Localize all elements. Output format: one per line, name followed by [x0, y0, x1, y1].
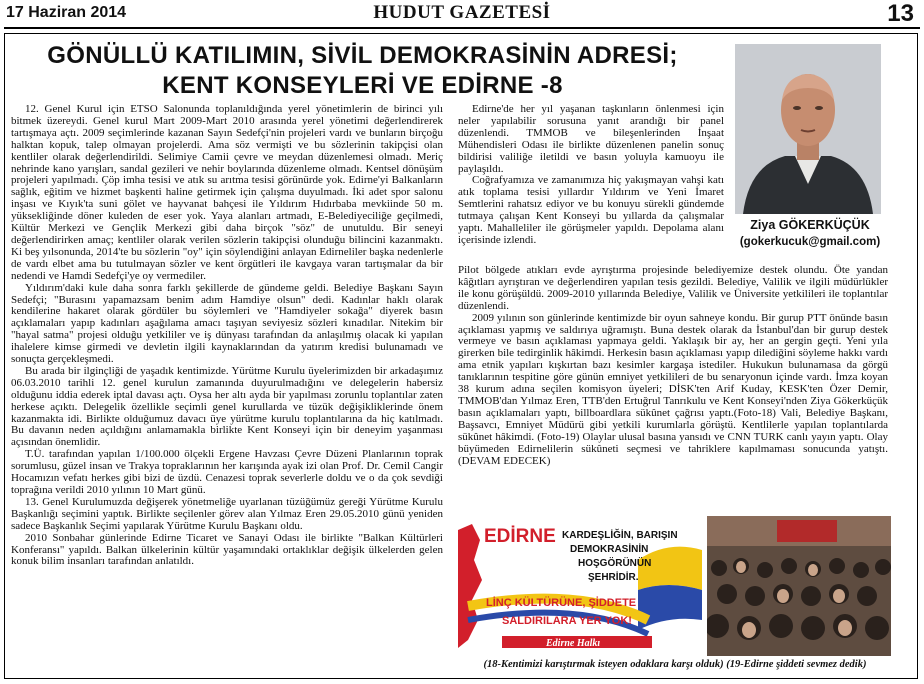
banner-line6: SALDIRILARA YER YOK! [502, 615, 632, 627]
author-email: (gokerkucuk@gmail.com) [739, 236, 881, 248]
issue-date: 17 Haziran 2014 [6, 4, 127, 21]
crowd-photo-graphic [707, 516, 891, 656]
page-number: 13 [887, 0, 914, 27]
article-column-left [11, 104, 443, 568]
paragraph: Edirne'de her yıl yaşanan taşkınların önlenmesi için neler yapılabilir sorusuna yanıt arandığı bir panel düzenlendi. TMMOB ve bileşenlerinden İnşaat Mühendisleri Odası ile birlikte düzenlenen panelin sonuç bildirisi valiliğe iletildi ve basın yoluyla kamuoyu ile paylaşıldı. [458, 103, 724, 175]
banner-edirne: EDİRNE [484, 526, 556, 547]
author-portrait-image [735, 44, 881, 214]
paragraph: 2010 Sonbahar günlerinde Edirne Ticaret ve Sanayi Odası ile birlikte "Balkan Kültürleri Konferansı" yapıldı. Balkan ülkelerinin kültür yaşamındaki ortaklıklar değişik ülkelerden gelen konuk bilim insanları tarafından anlatıldı. [11, 531, 443, 568]
header-divider [4, 27, 920, 29]
article-title-line2: KENT KONSEYLERİ VE EDİRNE -8 [162, 72, 563, 99]
paragraph: T.Ü. tarafından yapılan 1/100.000 ölçekli Ergene Havzası Çevre Düzeni Planlarının toprak sorumlusu, güzel insan ve Trakya topraklarının her karışında ayak izi olan Prof. Dr. Cemil Cangir Hocamızın vefatı herkes gibi bizi de üzdü. Cenazesi toprak severlerle doldu ve o da çok sevdiği toprağına verildi 2010 yılının 10 Mart günü. [11, 448, 443, 496]
paragraph: 12. Genel Kurul için ETSO Salonunda toplanıldığında yerel yönetimlerin de birinci yılı bitmek üzereydi. Genel kurul Mart 2009-Mart 2010 arasında yerel yönetimi değerlendirerek tartışmaya açtı. 2009 seçimlerinde kazanan Sayın Sedefçi'nin projeleri vardı ve bunların birçoğu halktan kopuk, talep olmayan projelerdi. Ama söz vermişti ve bu sözlerinin takipçisi olan kentliler olarak değerlendirildi. Selimiye Camii çevre ve meydan düzenlemesi olmadı. Meriç nehrinde kano yarışları, sandal gezileri ve nehir boylarında düzenleme olmadı. Kentsel dönüşüm projeleri yapılmadı. Çöp imha tesisi ve atık su arıtma tesisi görünürde yok. Edirne'yi Balkanların sağlık, eğitim ve hizmet başkenti haline getirmek için çalışma duyulmadı. İki adet spor salonu inşası ve Kıyık'ta suni gölet ve hayvanat bahçesi ile Yıldırım Hıdırbaba mevkiinde 50 m. yüksekliğinde döner kuleden de eser yok. Yaya alanları artmadı, E-Belediyeciliğe geçilmedi, Kültür Merkezi ve Gençlik Merkezi gibi daha birçok "söz" de unutuldu. Bir seneyi değerlendirirken amaç; kentliler olarak verilen sözlerin takipçisi olunduğu bilincini kazanmaktı. Ki beş yılsonunda, 2014'te bu sözlerin "oy" için söylendiğini anlayan Edirneliler başka nedenlerle de vardı elbet ama bu tutulmayan sözler ve kent örgütleri ile kavgaya varan tartışmalar da bir nedendi ve Hamdi Sedefçi'ye oy vermediler. [11, 103, 443, 282]
paragraph: Pilot bölgede atıkları evde ayrıştırma projesinde belediyemize destek olundu. Öte yandan kâğıtları ayrıştıran ve değerlendiren yapılan tesis gezildi. Belediye, Valilik ve ilgili müdürlükler ile konu görüşüldü. 2009-2010 yıllarında Belediye, Valilik ve Üniversite yetkilileri ile toplantılar düzenlendi. [458, 264, 888, 312]
banner-signature: Edirne Halkı [546, 638, 601, 649]
photo-caption: (18-Kentimizi karıştırmak isteyen odaklara karşı olduk) (19-Edirne şiddeti sevmez dedik) [483, 659, 867, 670]
meeting-crowd-photo [707, 516, 891, 656]
banner-line1: KARDEŞLİĞİN, BARIŞIN [562, 530, 678, 541]
paragraph: Coğrafyamıza ve zamanımıza hiç yakışmayan vahşi katı atık toplama tesisi yıllardır Yıldırım ve Yeni İmaret Semtlerini rahatsız ediyor ve bu konuyu sürekli gündemde tutmaya çalışan Kent Konseyi bu yıllarda da çalışmalar yaptı. Mahalleliler ile görüşmeler yapıldı. Depolama alanı içerisinde izlendi. [458, 174, 724, 246]
author-photo [735, 44, 881, 214]
paragraph: 13. Genel Kurulumuzda değişerek yönetmeliğe uyarlanan tüzüğümüz gereği Yürütme Kurulu Başkanlığı seçimini yaptık. Birlikte seçilenler görev alan Yılmaz Eren 29.05.2010 günü yeniden sadece Başkanlık Seçimi yapılarak Yürütme Kurulu Başkanı oldu. [11, 495, 443, 532]
paragraph: Bu arada bir ilginçliği de yaşadık kentimizde. Yürütme Kurulu üyelerimizden bir arkadaşımız 06.03.2010 tarihli 12. genel kurulun zamanında duyurulmadığını ve delegelerin habersiz olduğunu iddia ederek iptal davası açtı. Oysa her altı ayda bir yapılması zorunlu toplantılar zaten herkese açıktı. Delegelik özellikle seçimli genel kurullarda ve tüzük değişikliklerinde önem kazanmakta idi. Birlikte olduğumuz davacı üye yürütme kurulu toplantılarına da hiç katılmadı. Bu davanın neden açıldığını anlamamakla birlikte Kent Konseyi için bir deneyim yaşanması açısından önemlidir. [11, 364, 443, 449]
paragraph: 2009 yılının son günlerinde kentimizde bir oyun sahneye kondu. Bir gurup PTT önünde basın açıklaması yapmış ve saldırıya uğramıştı. Buna destek olarak da İstanbul'dan bir gurup destek vermeye ve basın açıklaması yapmaya geldi. Yaklaşık bir ay, her an gergin geçti. Yeni yıla girerken bile tedirginlik hâkimdi. Herkesin basın açıklaması yapıp dilediğini söyleme hakkı vardı ama etnik yapıları kışkırtan bazı kesimler kargaşa istediler. Hukukun bulunamasa da görgü tanıklarının tespitine göre günün emniyet yetkilileri de bu senaryonun içinde vardı. İmza koyan 38 kurum adına seçilen komisyon üyeleri; DİSK'ten Arif Kuday, KESK'ten Özer Demir, TMMOB'dan Yılmaz Eren, TTB'den Ertuğrul Tanrıkulu ve Kent Konseyi'nden Ziya Gökerküçük basın açıklamaları yaptı, billboardlara sükûnet çağrısı yaptı.(Foto-18) Vali, Belediye Başkanı, Başsavcı, Emniyet Müdürü gibi yetkili kurumlarla görüştü. Kentlilerle yapılan toplantılarda sükûnet hâkimdi. (Foto-19) Olaylar ulusal basına yansıdı ve CNN TURK canlı yayın yaptı. Olay büyümeden Edirnelilerin sükûneti seçmesi ve tahriklere kapılmaması sonucunda yatıştı. (DEVAM EDECEK) [458, 311, 888, 467]
article-column-right [458, 265, 888, 467]
author-name: Ziya GÖKERKÜÇÜK [750, 218, 870, 232]
banner-line5: LİNÇ KÜLTÜRÜNE, ŞİDDETE [486, 597, 637, 609]
article-title-line1: GÖNÜLLÜ KATILIMIN, SİVİL DEMOKRASİNİN ADRESİ; [47, 42, 678, 69]
banner-line2: DEMOKRASİNİN [570, 544, 649, 555]
article-column-right-top [458, 104, 724, 247]
banner-line3: HOŞGÖRÜNÜN [578, 558, 652, 569]
banner-line4: ŞEHRİDİR. [588, 572, 639, 583]
newspaper-name: HUDUT GAZETESİ [373, 2, 551, 23]
paragraph: Yıldırım'daki kule daha sonra farklı şekillerde de gündeme geldi. Belediye Başkanı Sayın Sedefçi; "Burasını yapamazsam benim adım Hamdiye olsun" dedi. Kadınlar haklı olarak kendilerine hakaret olarak gördüler bu söylemleri ve "Hamdiyeler sokağa" diyerek basın açıklamaları yapıp kadınları aşağılama amacı taşıyan seviyesiz sözleri kınadılar. Nitekim bir "hayal satma" projesi olduğu yetkililer ve iş dünyası tarafından da anlaşılmış olacak ki yapılan ihalelere kimse girmedi ve devletin ilgili kaynaklarından da yatırım kredisi bulunamadı ve sonuçta gerçekleşmedi. [11, 281, 443, 366]
banner-graphic [458, 520, 702, 656]
protest-banner-image [458, 520, 702, 656]
